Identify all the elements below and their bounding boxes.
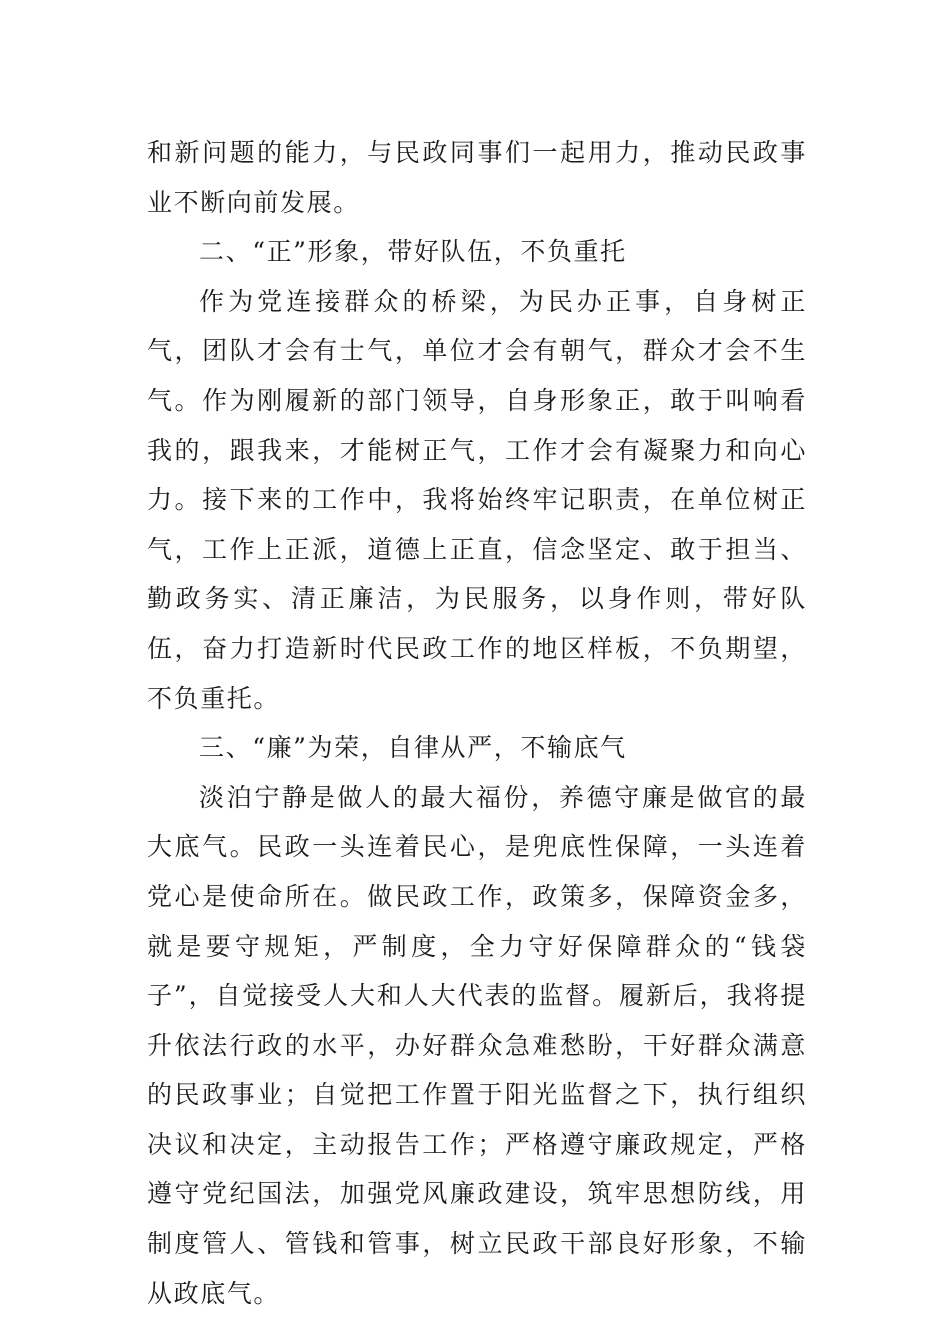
paragraph-continuation: 和新问题的能力，与民政同事们一起用力，推动民政事业不断向前发展。 [147, 138, 807, 217]
document-body [147, 128, 807, 1318]
section-heading-3: 三、“廉”为荣，自律从严，不输底气 [199, 733, 627, 763]
paragraph-section-3: 淡泊宁静是做人的最大福份，养德守廉是做官的最大底气。民政一头连着民心，是兜底性保障，一头连着党心是使命所在。做民政工作，政策多，保障资金多，就是要守规矩，严制度，全力守好保障群众的“钱袋子”，自觉接受人大和人大代表的监督。履新后，我将提升依法行政的水平，办好群众急难愁盼，干好群众满意的民政事业；自觉把工作置于阳光监督之下，执行组织决议和决定，主动报告工作；严格遵守廉政规定，严格遵守党纪国法，加强党风廉政建设，筑牢思想防线，用制度管人、管钱和管事，树立民政干部良好形象，不输从政底气。 [147, 782, 807, 1308]
paragraph-section-2: 作为党连接群众的桥梁，为民办正事，自身树正气，团队才会有士气，单位才会有朝气，群众才会不生气。作为刚履新的部门领导，自身形象正，敢于叫响看我的，跟我来，才能树正气，工作才会有凝聚力和向心力。接下来的工作中，我将始终牢记职责，在单位树正气，工作上正派，道德上正直，信念坚定、敢于担当、勤政务实、清正廉洁，为民服务，以身作则，带好队伍，奋力打造新时代民政工作的地区样板，不负期望，不负重托。 [147, 286, 807, 713]
section-heading-2: 二、“正”形象，带好队伍，不负重托 [199, 237, 627, 267]
